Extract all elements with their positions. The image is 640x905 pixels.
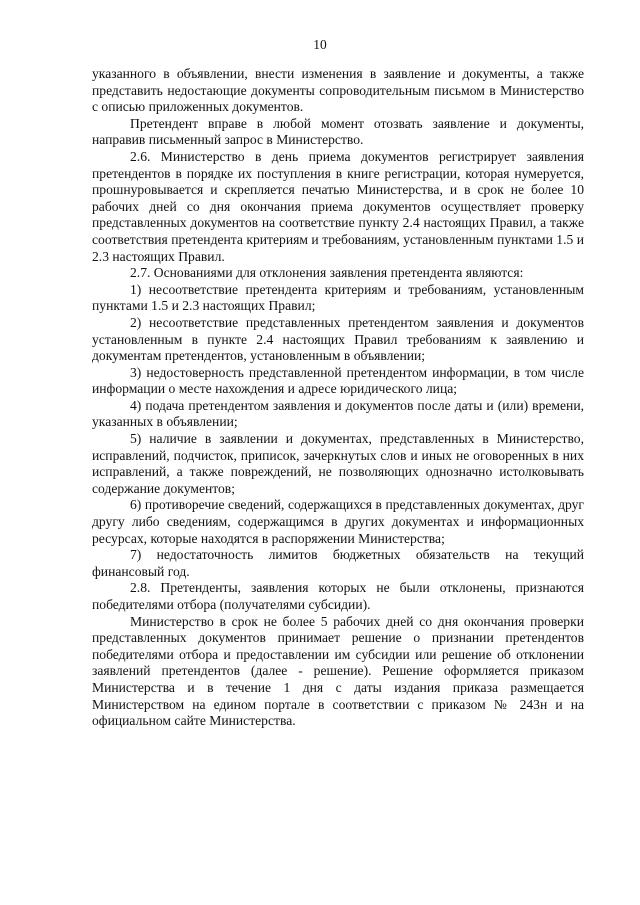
list-item-6: 6) противоречие сведений, содержащихся в представленных документах, друг другу либо сведениям, содержащимся в других документах и информационных ресурсах, которые находятся в распоряжении Министерства; [92,497,584,546]
paragraph-2-8: 2.8. Претенденты, заявления которых не были отклонены, признаются победителями отбора (получателями субсидии). [92,580,584,612]
paragraph-2-6: 2.6. Министерство в день приема документов регистрирует заявления претендентов в порядке их поступления в книге регистрации, которая нумеруется, прошнуровывается и скрепляется печатью Министерства, и в срок не более 10 рабочих дней со дня окончания приема документов осуществляет проверку представленных документов на соответствие пункту 2.4 настоящих Правил, а также соответствия претендента критериям и требованиям, установленным пунктами 1.5 и 2.3 настоящих Правил. [92,148,584,264]
list-item-5: 5) наличие в заявлении и документах, представленных в Министерство, исправлений, подчисток, приписок, зачеркнутых слов и иных не оговоренных в них исправлений, а также повреждений, не позволяющих однозначно истолковывать содержание документов; [92,431,584,496]
document-body [92,66,584,730]
list-item-4: 4) подача претендентом заявления и документов после даты и (или) времени, указанных в объявлении; [92,397,584,430]
list-item-3: 3) недостоверность представленной претендентом информации, в том числе информации о месте нахождения и адресе юридического лица; [92,364,584,397]
list-item-2: 2) несоответствие представленных претендентом заявления и документов установленным в пункте 2.4 настоящих Правил требованиям к заявлению и документам претендентов, установленным в объявлении; [92,314,584,364]
page-number: 10 [313,37,327,52]
paragraph-continuation: указанного в объявлении, внести изменения в заявление и документы, а также представить недостающие документы сопроводительным письмом в Министерство с описью приложенных документов. [92,66,584,115]
paragraph-withdrawal: Претендент вправе в любой момент отозвать заявление и документы, направив письменный запрос в Министерство. [92,115,584,148]
paragraph-decision: Министерство в срок не более 5 рабочих дней со дня окончания проверки представленных документов принимает решение о признании претендентов победителями отбора и предоставлении им субсидии или решение об отклонении заявлений претендентов (далее - решение). Решение оформляется приказом Министерства и в течение 1 дня с даты издания приказа размещается Министерством на едином портале в соответствии с приказом № 243н и на официальном сайте Министерства. [92,613,584,729]
paragraph-2-7: 2.7. Основаниями для отклонения заявления претендента являются: [130,265,524,281]
list-item-7: 7) недостаточность лимитов бюджетных обязательств на текущий финансовый год. [92,547,584,579]
list-item-1: 1) несоответствие претендента критериям и требованиям, установленным пунктами 1.5 и 2.3 настоящих Правил; [92,281,584,314]
